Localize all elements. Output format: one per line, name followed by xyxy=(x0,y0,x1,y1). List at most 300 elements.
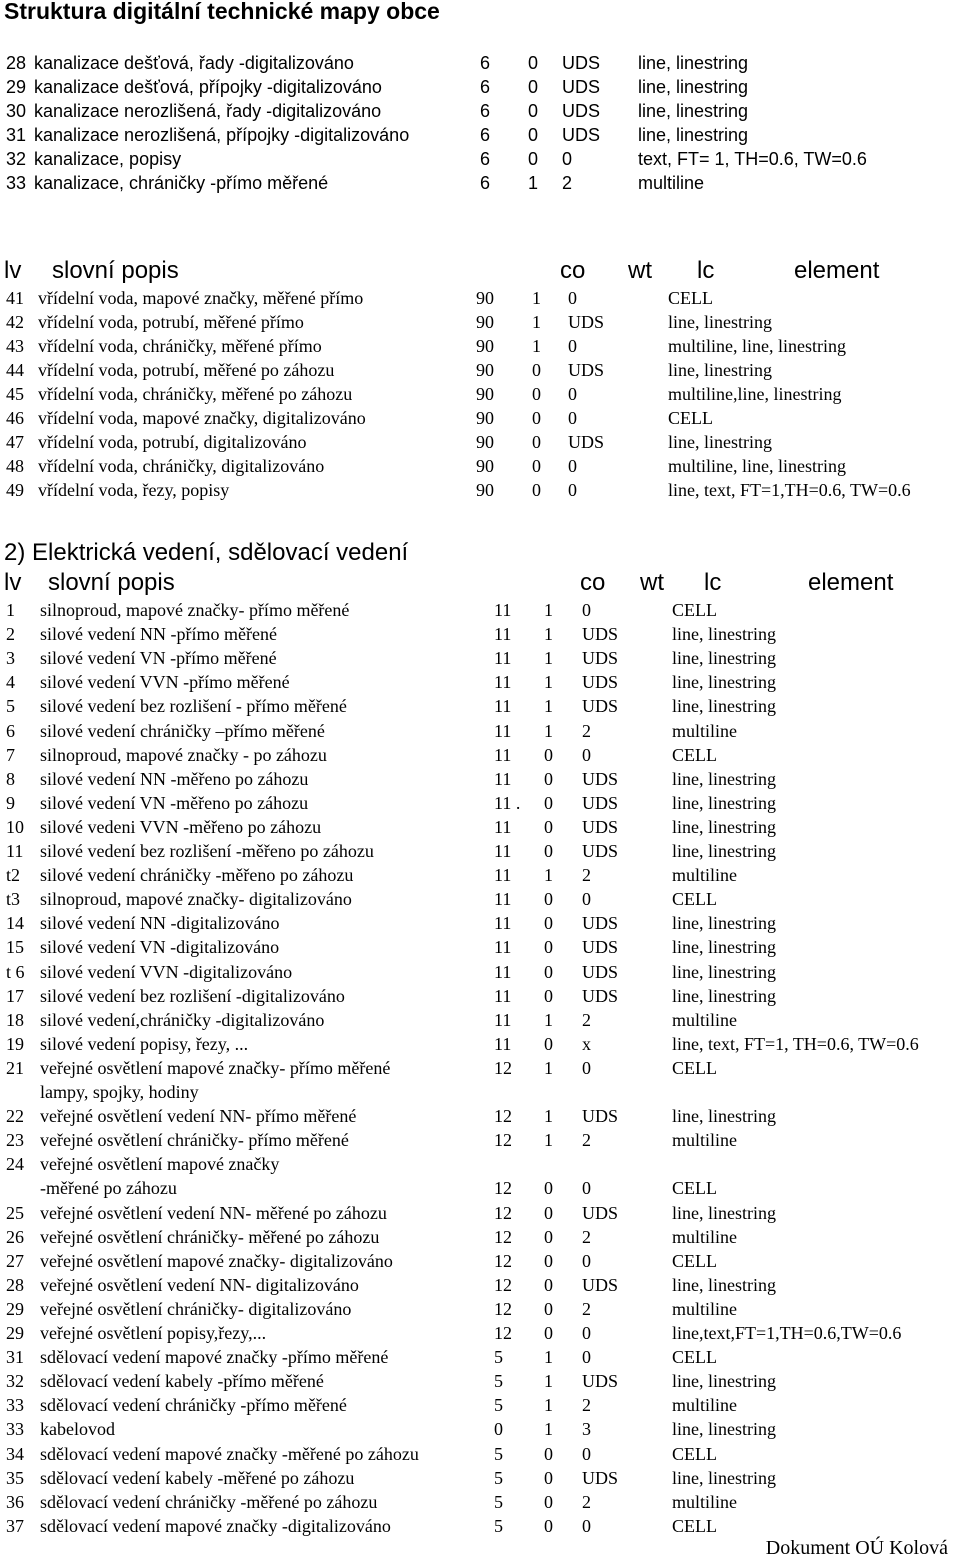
cell-lc: UDS xyxy=(582,672,619,693)
table-row xyxy=(0,911,960,935)
cell-lc: 2 xyxy=(582,1491,591,1512)
cell-popis: lampy, spojky, hodiny xyxy=(40,1082,199,1102)
cell-wt: 1 xyxy=(544,1057,553,1078)
cell-popis: kanalizace dešťová, přípojky -digitalizováno xyxy=(34,77,382,97)
cell-wt: 1 xyxy=(544,865,553,886)
cell-lv: 1 xyxy=(6,600,15,620)
cell-popis: veřejné osvětlení vedení NN- přímo měřené xyxy=(40,1106,357,1127)
cell-lv: 46 xyxy=(6,408,24,428)
cell-element: multiline, line, linestring xyxy=(668,456,846,476)
cell-co: 11 xyxy=(494,696,512,717)
cell-wt: 1 xyxy=(544,720,553,741)
cell-co: 11 xyxy=(494,961,512,982)
cell-co: 11 xyxy=(494,1009,512,1030)
cell-popis: veřejné osvětlení mapové značky- přímo měřené xyxy=(40,1057,391,1078)
cell-lc: UDS xyxy=(582,768,619,789)
cell-popis: sdělovací vedení mapové značky -měřené po záhozu xyxy=(40,1443,419,1464)
cell-lv: 7 xyxy=(6,744,15,765)
cell-lv: 9 xyxy=(6,792,15,813)
cell-lc: 0 xyxy=(568,288,577,308)
header-co: co xyxy=(580,569,606,596)
table-row xyxy=(0,99,960,123)
cell-lc: UDS xyxy=(582,961,619,982)
table-row xyxy=(0,310,960,334)
cell-lc: 0 xyxy=(582,744,591,765)
cell-popis: veřejné osvětlení popisy,řezy,... xyxy=(40,1323,267,1343)
cell-co: 11 xyxy=(494,600,512,620)
cell-wt: 1 xyxy=(544,1130,553,1151)
cell-lc: UDS xyxy=(582,696,619,717)
table-row xyxy=(0,815,960,839)
cell-element: line, linestring xyxy=(672,985,776,1006)
cell-element: line,text,FT=1,TH=0.6,TW=0.6 xyxy=(672,1323,902,1343)
table-row xyxy=(0,1442,960,1466)
cell-element: line, linestring xyxy=(672,913,776,934)
cell-lv: 3 xyxy=(6,648,15,669)
table-row xyxy=(0,1345,960,1369)
cell-element: line, linestring xyxy=(672,1419,776,1440)
cell-wt: 0 xyxy=(532,456,541,476)
cell-co: 90 xyxy=(476,456,494,476)
table-row xyxy=(0,454,960,478)
cell-element: line, linestring xyxy=(672,816,776,837)
cell-lv: 35 xyxy=(6,1467,24,1488)
cell-lv: 44 xyxy=(6,360,24,380)
cell-popis: sdělovací vedení kabely -měřené po záhozu xyxy=(40,1467,355,1488)
cell-element: line, linestring xyxy=(672,1106,776,1127)
table-row xyxy=(0,694,960,718)
cell-wt: 0 xyxy=(544,1467,553,1488)
cell-co: 11 . xyxy=(494,792,521,813)
header-popis: slovní popis xyxy=(48,569,175,596)
cell-lc: UDS xyxy=(562,77,601,97)
table-row xyxy=(0,1514,960,1538)
cell-popis: sdělovací vedení kabely -přímo měřené xyxy=(40,1371,324,1392)
cell-popis: kanalizace, chráničky -přímo měřené xyxy=(34,173,329,193)
cell-lc: UDS xyxy=(562,53,601,73)
cell-lc: UDS xyxy=(568,360,605,380)
cell-wt: 0 xyxy=(544,913,553,934)
table-row xyxy=(0,935,960,959)
cell-popis: silové vedení NN -přímo měřené xyxy=(40,624,277,645)
table-row xyxy=(0,75,960,99)
cell-lc: UDS xyxy=(582,648,619,669)
cell-popis: silnoproud, mapové značky- digitalizováno xyxy=(40,889,352,910)
cell-popis: silové vedení VVN -digitalizováno xyxy=(40,961,293,982)
cell-lc: UDS xyxy=(582,624,619,645)
cell-co: 11 xyxy=(494,648,512,669)
cell-co: 11 xyxy=(494,1033,512,1054)
cell-wt: 1 xyxy=(544,648,553,669)
cell-wt: 0 xyxy=(544,1323,553,1343)
cell-wt: 1 xyxy=(544,1009,553,1030)
cell-co: 11 xyxy=(494,865,512,886)
cell-co: 11 xyxy=(494,744,512,765)
cell-co: 12 xyxy=(494,1298,512,1319)
cell-popis: silnoproud, mapové značky - po záhozu xyxy=(40,744,327,765)
header-lc: lc xyxy=(697,257,715,284)
cell-lc: UDS xyxy=(582,816,619,837)
cell-popis: silové vedení bez rozlišení - přímo měřené xyxy=(40,696,347,717)
cell-lc: UDS xyxy=(582,985,619,1006)
cell-lc: UDS xyxy=(582,1274,619,1295)
cell-popis: silové vedení VVN -přímo měřené xyxy=(40,672,290,693)
cell-popis: sdělovací vedení mapové značky -digitalizováno xyxy=(40,1515,391,1536)
cell-co: 6 xyxy=(480,101,491,121)
table-row xyxy=(0,1201,960,1225)
cell-co: 11 xyxy=(494,768,512,789)
cell-wt: 0 xyxy=(528,53,539,73)
cell-co: 6 xyxy=(480,125,491,145)
table-2-header xyxy=(0,256,960,286)
cell-lv: 15 xyxy=(6,937,24,958)
cell-popis: kabelovod xyxy=(40,1419,115,1440)
cell-lc: UDS xyxy=(582,1202,619,1223)
cell-popis: veřejné osvětlení mapové značky- digitalizováno xyxy=(40,1250,393,1271)
cell-co: 6 xyxy=(480,173,491,193)
cell-popis: silové vedení bez rozlišení -měřeno po záhozu xyxy=(40,841,374,861)
cell-wt: 0 xyxy=(532,408,541,428)
cell-wt: 0 xyxy=(544,744,553,765)
cell-popis: silové vedení VN -přímo měřené xyxy=(40,648,277,669)
cell-lv: 33 xyxy=(6,1419,24,1440)
cell-lc: 0 xyxy=(582,1443,591,1464)
cell-element: text, FT= 1, TH=0.6, TW=0.6 xyxy=(638,149,867,169)
cell-co: 12 xyxy=(494,1202,512,1223)
table-row xyxy=(0,598,960,622)
cell-lv: 26 xyxy=(6,1226,24,1247)
cell-co: 11 xyxy=(494,937,512,958)
cell-popis: veřejné osvětlení chráničky- přímo měřené xyxy=(40,1130,349,1151)
header-element: element xyxy=(794,257,880,284)
cell-lv: 31 xyxy=(6,1347,24,1368)
cell-wt: 0 xyxy=(544,1515,553,1536)
table-row xyxy=(0,839,960,863)
cell-element: line, linestring xyxy=(672,624,776,645)
table-row xyxy=(0,670,960,694)
cell-wt: 0 xyxy=(544,816,553,837)
table-row xyxy=(0,1297,960,1321)
cell-wt: 1 xyxy=(544,624,553,645)
header-wt: wt xyxy=(640,569,664,596)
cell-element: multiline xyxy=(672,1395,737,1416)
cell-lc: 2 xyxy=(562,173,573,193)
cell-lc: 2 xyxy=(582,1395,591,1416)
cell-popis: sdělovací vedení mapové značky -přímo měřené xyxy=(40,1347,389,1368)
cell-lc: UDS xyxy=(582,841,619,861)
cell-element: CELL xyxy=(672,1347,717,1368)
table-3-header xyxy=(0,568,960,598)
cell-wt: 1 xyxy=(544,1347,553,1368)
cell-popis: vřídelní voda, chráničky, měřené přímo xyxy=(38,336,322,356)
cell-wt: 0 xyxy=(532,360,541,380)
cell-lc: UDS xyxy=(568,312,605,332)
cell-element: CELL xyxy=(672,600,717,620)
cell-wt: 0 xyxy=(532,480,541,500)
cell-wt: 0 xyxy=(544,961,553,982)
cell-element: multiline xyxy=(672,720,737,741)
cell-wt: 0 xyxy=(532,384,541,404)
cell-element: CELL xyxy=(672,1057,717,1078)
footer-text: Dokument OÚ Kolová xyxy=(765,1537,948,1559)
cell-lc: 0 xyxy=(568,480,577,500)
cell-lv: t2 xyxy=(6,865,21,886)
cell-popis: kanalizace, popisy xyxy=(34,149,182,169)
header-lv: lv xyxy=(4,569,22,596)
cell-element: line, linestring xyxy=(668,432,772,452)
cell-co: 6 xyxy=(480,149,491,169)
cell-lv: 8 xyxy=(6,768,15,789)
cell-lv: 11 xyxy=(6,841,24,861)
cell-lv: 23 xyxy=(6,1130,24,1151)
header-lv: lv xyxy=(4,257,22,284)
cell-lc: 2 xyxy=(582,1226,591,1247)
cell-element: line, linestring xyxy=(672,792,776,813)
cell-lv: 29 xyxy=(6,1298,24,1319)
table-row xyxy=(0,984,960,1008)
cell-co: 90 xyxy=(476,384,494,404)
cell-lv: 48 xyxy=(6,456,24,476)
cell-element: line, linestring xyxy=(672,1274,776,1295)
cell-element: line, linestring xyxy=(668,360,772,380)
cell-element: CELL xyxy=(672,1178,717,1199)
cell-element: line, text, FT=1, TH=0.6, TW=0.6 xyxy=(672,1033,919,1054)
cell-co: 12 xyxy=(494,1178,512,1199)
cell-wt: 0 xyxy=(528,77,539,97)
cell-lv: 29 xyxy=(6,77,27,97)
cell-co: 90 xyxy=(476,408,494,428)
cell-element: CELL xyxy=(668,408,713,428)
cell-wt: 0 xyxy=(544,1443,553,1464)
cell-lc: 0 xyxy=(582,889,591,910)
cell-wt: 0 xyxy=(544,1226,553,1247)
cell-lv: 17 xyxy=(6,985,24,1006)
cell-element: multiline xyxy=(672,1226,737,1247)
cell-lv: 2 xyxy=(6,624,15,645)
cell-element: CELL xyxy=(672,744,717,765)
cell-co: 5 xyxy=(494,1467,503,1488)
cell-co: 90 xyxy=(476,288,494,308)
cell-co: 5 xyxy=(494,1515,503,1536)
cell-wt: 0 xyxy=(544,1178,553,1199)
cell-wt: 0 xyxy=(544,937,553,958)
table-row xyxy=(0,51,960,75)
table-row xyxy=(0,358,960,382)
cell-lv: 18 xyxy=(6,1009,24,1030)
cell-wt: 1 xyxy=(544,1395,553,1416)
cell-wt: 1 xyxy=(532,288,541,308)
cell-lv: 25 xyxy=(6,1202,24,1223)
cell-popis: silové vedení VN -měřeno po záhozu xyxy=(40,792,309,813)
header-lc: lc xyxy=(704,569,722,596)
cell-wt: 1 xyxy=(544,696,553,717)
cell-popis: vřídelní voda, řezy, popisy xyxy=(38,480,230,500)
cell-lc: x xyxy=(582,1033,591,1054)
table-row xyxy=(0,147,960,171)
cell-wt: 1 xyxy=(544,672,553,693)
cell-lv: 24 xyxy=(6,1154,24,1175)
cell-lc: UDS xyxy=(582,913,619,934)
cell-popis: kanalizace nerozlišená, přípojky -digitalizováno xyxy=(34,125,410,145)
cell-popis: silnoproud, mapové značky- přímo měřené xyxy=(40,600,350,620)
cell-element: CELL xyxy=(672,1443,717,1464)
cell-co: 11 xyxy=(494,624,512,645)
cell-lc: 0 xyxy=(568,336,577,356)
cell-lc: 0 xyxy=(582,1178,591,1199)
cell-wt: 0 xyxy=(528,125,539,145)
cell-co: 11 xyxy=(494,889,512,910)
cell-popis: silové vedení bez rozlišení -digitalizováno xyxy=(40,985,345,1006)
cell-element: line, linestring xyxy=(638,53,749,73)
cell-element: multiline xyxy=(672,1298,737,1319)
table-row xyxy=(0,960,960,984)
cell-lc: 0 xyxy=(582,1347,591,1368)
cell-lv: 42 xyxy=(6,312,24,332)
header-element: element xyxy=(808,569,894,596)
cell-co: 90 xyxy=(476,360,494,380)
cell-co: 11 xyxy=(494,985,512,1006)
cell-lc: 0 xyxy=(582,1515,591,1536)
cell-popis: vřídelní voda, potrubí, měřené přímo xyxy=(38,312,304,332)
cell-element: CELL xyxy=(672,889,717,910)
cell-wt: 0 xyxy=(544,889,553,910)
table-row xyxy=(0,887,960,911)
table-row xyxy=(0,1032,960,1056)
cell-lc: 0 xyxy=(562,149,573,169)
cell-element: line, linestring xyxy=(672,768,776,789)
cell-popis: veřejné osvětlení mapové značky xyxy=(40,1154,280,1175)
cell-lv: 33 xyxy=(6,1395,24,1416)
cell-popis: silové vedeni VVN -měřeno po záhozu xyxy=(40,816,322,837)
cell-popis: silové vedení VN -digitalizováno xyxy=(40,937,280,958)
cell-wt: 0 xyxy=(544,768,553,789)
table-row xyxy=(0,743,960,767)
cell-element: line, text, FT=1,TH=0.6, TW=0.6 xyxy=(668,480,911,500)
cell-element: line, linestring xyxy=(638,101,749,121)
cell-co: 12 xyxy=(494,1106,512,1127)
cell-lc: 2 xyxy=(582,865,591,886)
cell-wt: 0 xyxy=(544,1491,553,1512)
cell-lv: 28 xyxy=(6,1274,24,1295)
cell-wt: 0 xyxy=(544,1298,553,1319)
cell-lv: 6 xyxy=(6,720,15,741)
cell-co: 12 xyxy=(494,1130,512,1151)
table-row xyxy=(0,1104,960,1128)
table-row xyxy=(0,1490,960,1514)
table-row xyxy=(0,646,960,670)
cell-co: 12 xyxy=(494,1323,512,1343)
table-row xyxy=(0,1152,960,1176)
header-wt: wt xyxy=(628,257,652,284)
table-row xyxy=(0,1466,960,1490)
header-co: co xyxy=(560,257,586,284)
cell-lv: 49 xyxy=(6,480,24,500)
cell-lv: 21 xyxy=(6,1057,24,1078)
cell-co: 12 xyxy=(494,1057,512,1078)
cell-lv: 30 xyxy=(6,101,27,121)
cell-co: 6 xyxy=(480,53,491,73)
cell-co: 11 xyxy=(494,841,512,861)
cell-lc: 0 xyxy=(582,1057,591,1078)
cell-lv: 31 xyxy=(6,125,27,145)
cell-lc: UDS xyxy=(582,1106,619,1127)
table-row xyxy=(0,791,960,815)
cell-lc: 0 xyxy=(582,600,591,620)
cell-element: line, linestring xyxy=(672,1371,776,1392)
cell-popis: vřídelní voda, mapové značky, měřené přímo xyxy=(38,288,364,308)
cell-element: line, linestring xyxy=(672,672,776,693)
cell-popis: veřejné osvětlení chráničky- měřené po záhozu xyxy=(40,1226,380,1247)
cell-popis: sdělovací vedení chráničky -přímo měřené xyxy=(40,1395,347,1416)
cell-lv: 37 xyxy=(6,1515,24,1536)
table-row xyxy=(0,1176,960,1200)
cell-element: line, linestring xyxy=(672,841,776,861)
cell-popis: vřídelní voda, chráničky, měřené po záhozu xyxy=(38,384,353,404)
cell-co: 12 xyxy=(494,1274,512,1295)
table-row xyxy=(0,1080,960,1104)
cell-element: line, linestring xyxy=(638,125,749,145)
cell-co: 11 xyxy=(494,816,512,837)
cell-lv: 22 xyxy=(6,1106,24,1127)
cell-lv: 45 xyxy=(6,384,24,404)
cell-co: 90 xyxy=(476,432,494,452)
cell-lv: 32 xyxy=(6,1371,24,1392)
table-row xyxy=(0,382,960,406)
cell-lc: 0 xyxy=(568,456,577,476)
cell-co: 12 xyxy=(494,1226,512,1247)
cell-lv: 43 xyxy=(6,336,24,356)
cell-co: 0 xyxy=(494,1419,503,1440)
cell-popis: sdělovací vedení chráničky -měřené po záhozu xyxy=(40,1491,378,1512)
cell-wt: 1 xyxy=(544,600,553,620)
cell-wt: 0 xyxy=(528,149,539,169)
cell-popis: silové vedení popisy, řezy, ... xyxy=(40,1033,249,1054)
table-row xyxy=(0,719,960,743)
cell-popis: silové vedení NN -digitalizováno xyxy=(40,913,280,934)
table-row xyxy=(0,1008,960,1032)
table-row xyxy=(0,123,960,147)
cell-wt: 0 xyxy=(544,1250,553,1271)
table-row xyxy=(0,334,960,358)
cell-lv: 32 xyxy=(6,149,27,169)
cell-co: 11 xyxy=(494,672,512,693)
cell-element: line, linestring xyxy=(672,961,776,982)
table-row xyxy=(0,1056,960,1080)
cell-lv: 5 xyxy=(6,696,15,717)
table-row xyxy=(0,171,960,195)
cell-co: 11 xyxy=(494,913,512,934)
cell-element: line, linestring xyxy=(638,77,749,97)
cell-wt: 1 xyxy=(544,1106,553,1127)
cell-lc: 2 xyxy=(582,1130,591,1151)
cell-wt: 1 xyxy=(544,1371,553,1392)
cell-element: line, linestring xyxy=(672,696,776,717)
cell-co: 90 xyxy=(476,312,494,332)
cell-element: multiline xyxy=(672,1491,737,1512)
cell-wt: 1 xyxy=(528,173,539,193)
cell-lv: 10 xyxy=(6,816,24,837)
cell-popis: vřídelní voda, mapové značky, digitalizováno xyxy=(38,408,366,428)
cell-element: line, linestring xyxy=(672,648,776,669)
cell-element: multiline xyxy=(638,173,705,193)
table-row xyxy=(0,1128,960,1152)
cell-popis: silové vedení,chráničky -digitalizováno xyxy=(40,1009,325,1030)
cell-lc: UDS xyxy=(582,1467,619,1488)
cell-co: 5 xyxy=(494,1347,503,1368)
cell-lc: 2 xyxy=(582,1009,591,1030)
cell-lv: 4 xyxy=(6,672,15,693)
cell-element: CELL xyxy=(668,288,713,308)
